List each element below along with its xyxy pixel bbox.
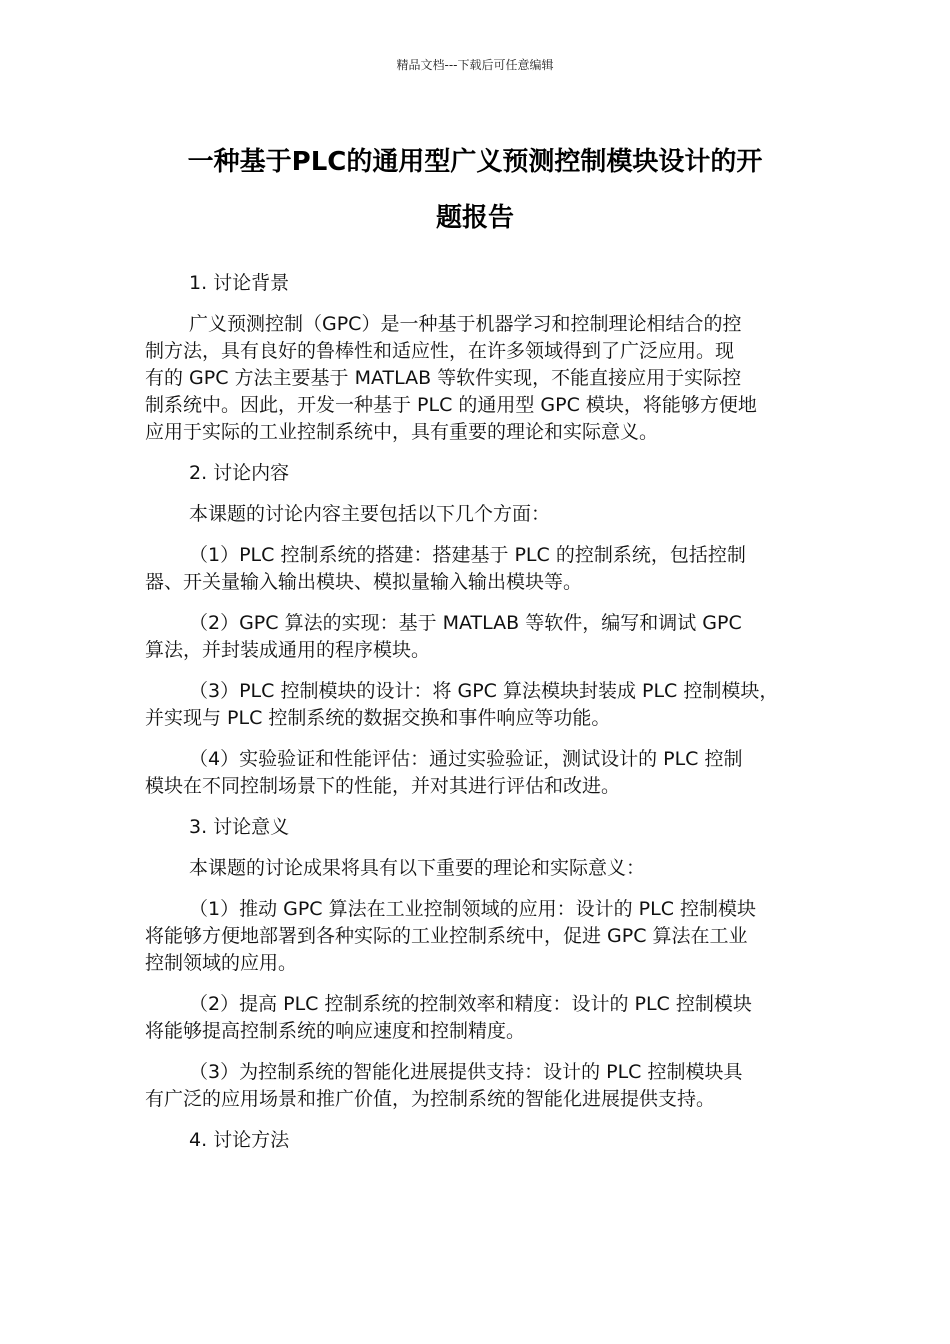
item-line: （4）实验验证和性能评估：通过实验验证，测试设计的 PLC 控制 <box>189 748 743 770</box>
paragraph-line: 广义预测控制（GPC）是一种基于机器学习和控制理论相结合的控 <box>189 313 742 335</box>
significance-intro: 本课题的讨论成果将具有以下重要的理论和实际意义： <box>189 857 646 879</box>
header-note: 精品文档---下载后可任意编辑 <box>396 58 554 72</box>
item-line: 器、开关量输入输出模块、模拟量输入输出模块等。 <box>145 571 583 593</box>
item-line: 算法，并封装成通用的程序模块。 <box>145 639 431 661</box>
item-line: （1）PLC 控制系统的搭建：搭建基于 PLC 的控制系统，包括控制 <box>189 544 746 566</box>
item-line: 将能够方便地部署到各种实际的工业控制系统中，促进 GPC 算法在工业 <box>145 925 748 947</box>
section-heading-method: 4. 讨论方法 <box>189 1129 290 1151</box>
item-line: （2）提高 PLC 控制系统的控制效率和精度：设计的 PLC 控制模块 <box>189 993 752 1015</box>
title-line-1: 一种基于PLC的通用型广义预测控制模块设计的开 <box>187 147 763 177</box>
content-item <box>145 610 810 664</box>
paragraph-line: 有的 GPC 方法主要基于 MATLAB 等软件实现，不能直接应用于实际控 <box>145 367 742 389</box>
content-item <box>145 542 810 596</box>
item-line: 模块在不同控制场景下的性能，并对其进行评估和改进。 <box>145 775 621 797</box>
document-title <box>140 134 810 246</box>
section-heading-significance: 3. 讨论意义 <box>189 816 290 838</box>
item-line: （3）PLC 控制模块的设计：将 GPC 算法模块封装成 PLC 控制模块， <box>189 680 779 702</box>
item-line: （3）为控制系统的智能化进展提供支持：设计的 PLC 控制模块具 <box>189 1061 743 1083</box>
item-line: （2）GPC 算法的实现：基于 MATLAB 等软件，编写和调试 GPC <box>189 612 742 634</box>
content-item <box>145 678 810 732</box>
item-line: 有广泛的应用场景和推广价值，为控制系统的智能化进展提供支持。 <box>145 1088 716 1110</box>
content-item <box>145 746 810 800</box>
paragraph-line: 制系统中。因此，开发一种基于 PLC 的通用型 GPC 模块，将能够方便地 <box>145 394 757 416</box>
content-intro: 本课题的讨论内容主要包括以下几个方面： <box>189 503 551 525</box>
title-line-2: 题报告 <box>435 203 514 233</box>
document-body <box>145 270 810 1168</box>
item-line: 将能够提高控制系统的响应速度和控制精度。 <box>145 1020 526 1042</box>
section-heading-background: 1. 讨论背景 <box>189 272 290 294</box>
significance-item <box>145 1059 810 1113</box>
item-line: 并实现与 PLC 控制系统的数据交换和事件响应等功能。 <box>145 707 611 729</box>
paragraph-line: 制方法，具有良好的鲁棒性和适应性，在许多领域得到了广泛应用。现 <box>145 340 735 362</box>
item-line: （1）推动 GPC 算法在工业控制领域的应用：设计的 PLC 控制模块 <box>189 898 757 920</box>
significance-item <box>145 896 810 977</box>
significance-item <box>145 991 810 1045</box>
item-line: 控制领域的应用。 <box>145 952 298 974</box>
paragraph-line: 应用于实际的工业控制系统中，具有重要的理论和实际意义。 <box>145 421 659 443</box>
section-heading-content: 2. 讨论内容 <box>189 462 290 484</box>
background-paragraph <box>145 311 810 446</box>
